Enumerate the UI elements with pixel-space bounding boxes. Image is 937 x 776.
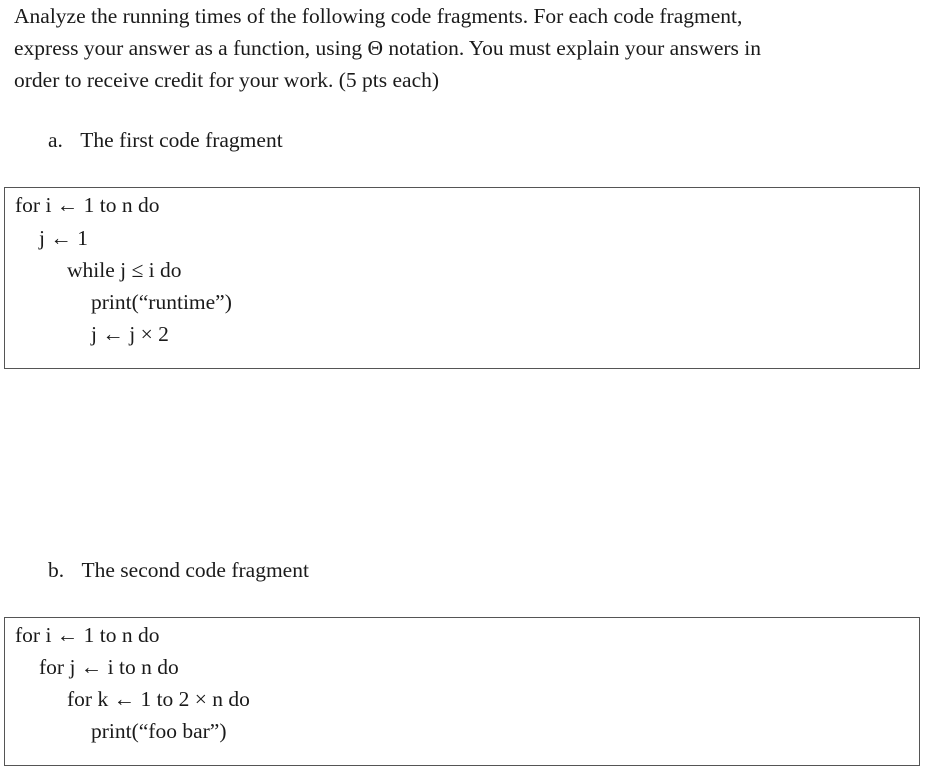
code-line: print(“foo bar”)	[91, 719, 227, 743]
instructions-line: express your answer as a function, using Θ notation. You must explain your answers in	[14, 36, 762, 60]
code-line: for i ← 1 to n do	[15, 623, 160, 647]
part-b-marker: b.	[48, 558, 65, 582]
code-box-a	[4, 187, 920, 369]
instructions-line: Analyze the running times of the following code fragments. For each code fragment,	[14, 4, 743, 28]
part-a-title: The first code fragment	[80, 128, 283, 152]
code-line: j ← j × 2	[91, 322, 169, 346]
part-b-title: The second code fragment	[81, 558, 309, 582]
code-line: j ← 1	[39, 226, 88, 250]
code-line: for i ← 1 to n do	[15, 193, 160, 217]
code-line: print(“runtime”)	[91, 290, 232, 314]
part-a-marker: a.	[48, 128, 63, 152]
code-line: for j ← i to n do	[39, 655, 179, 679]
code-line: for k ← 1 to 2 × n do	[67, 687, 250, 711]
instructions-line: order to receive credit for your work. (5 pts each)	[14, 68, 440, 92]
part-a-heading	[48, 126, 283, 154]
code-line: while j ≤ i do	[67, 258, 182, 282]
code-box-b	[4, 617, 920, 766]
part-b-heading	[48, 556, 309, 584]
